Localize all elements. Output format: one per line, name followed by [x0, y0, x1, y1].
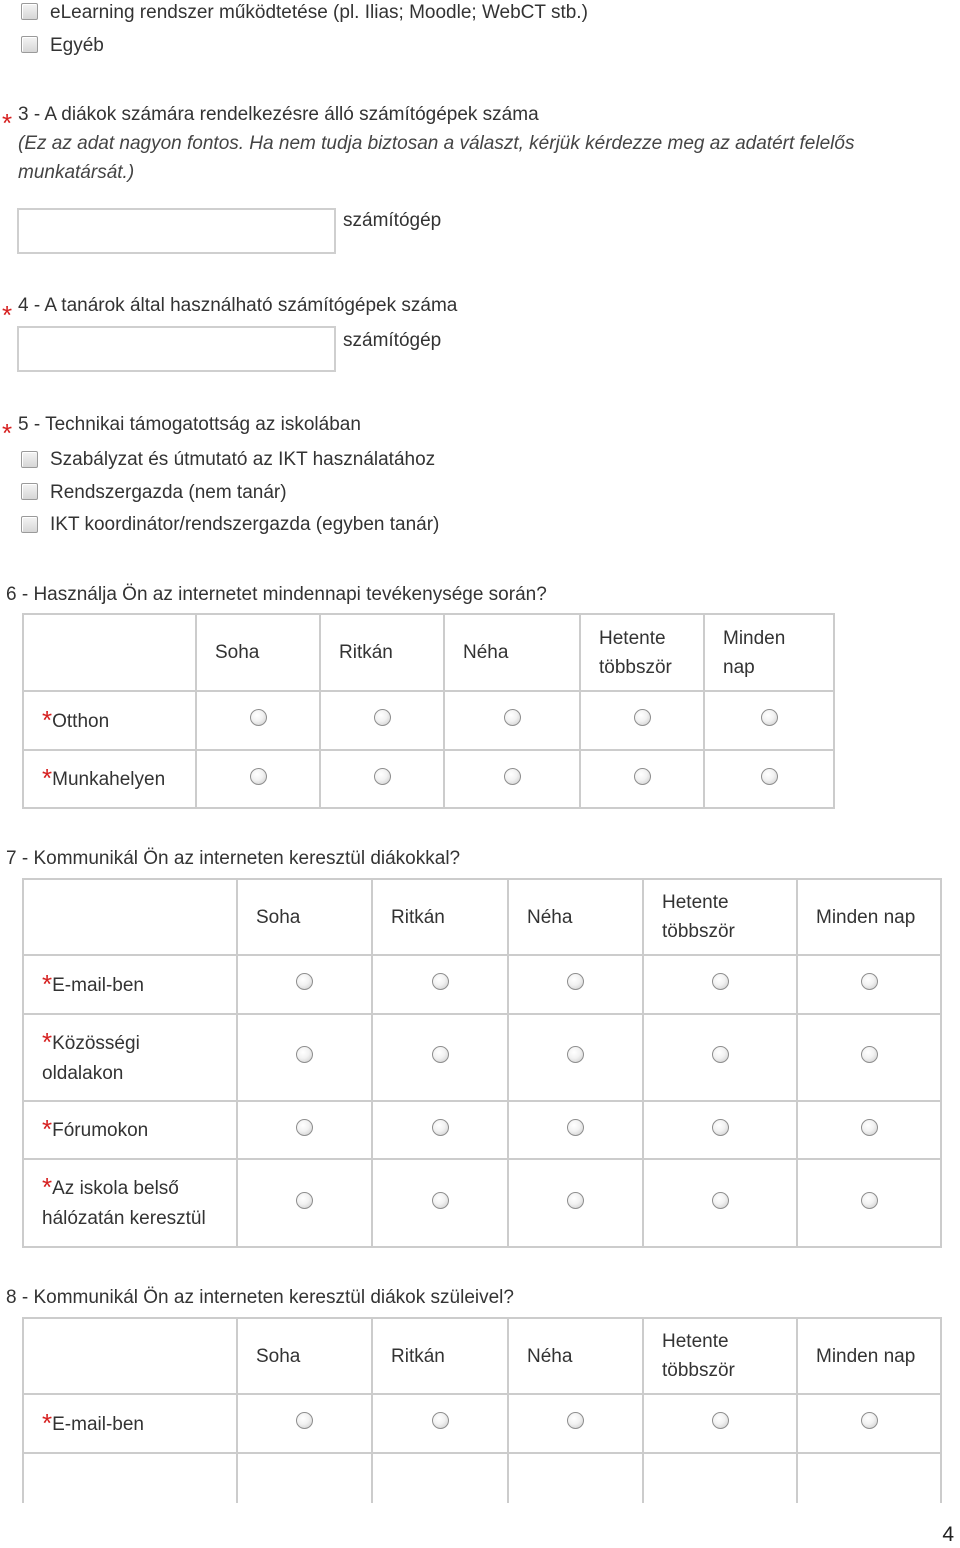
page-number: 4 — [942, 1523, 954, 1546]
row-label — [23, 691, 196, 750]
column-header: Hetente többször — [580, 614, 704, 691]
radio-szulo-email-soha[interactable] — [296, 1412, 313, 1429]
radio-forum-ritkan[interactable] — [432, 1119, 449, 1136]
matrix-row — [23, 1453, 941, 1503]
row-label — [23, 1101, 237, 1159]
row-label — [23, 1159, 237, 1247]
radio-munkahelyen-neha[interactable] — [504, 768, 521, 785]
question-title: 4 - A tanárok által használható számítógépek száma — [18, 295, 458, 316]
radio-otthon-ritkan[interactable] — [374, 709, 391, 726]
radio-szulo-email-minden-nap[interactable] — [861, 1412, 878, 1429]
radio-munkahelyen-soha[interactable] — [250, 768, 267, 785]
radio-munkahelyen-ritkan[interactable] — [374, 768, 391, 785]
row-label-text: Munkahelyen — [52, 769, 166, 790]
row-label — [23, 1014, 237, 1101]
unit-label: számítógép — [343, 330, 442, 351]
column-header: Minden nap — [704, 614, 834, 691]
required-asterisk: * — [42, 1026, 53, 1057]
question-title: 3 - A diákok számára rendelkezésre álló számítógépek száma — [18, 104, 539, 125]
required-asterisk: * — [2, 300, 13, 330]
radio-email-minden-nap[interactable] — [861, 973, 878, 990]
required-asterisk: * — [2, 108, 13, 138]
matrix-row — [23, 691, 834, 750]
column-header: Soha — [237, 879, 372, 955]
empty-cell — [23, 1453, 237, 1503]
radio-belso-halozat-hetente[interactable] — [712, 1192, 729, 1209]
row-label-text: Az iskola belső hálózatán keresztül — [42, 1178, 206, 1229]
question-title: 8 - Kommunikál Ön az interneten keresztül diákok szüleivel? — [6, 1287, 514, 1308]
radio-kozossegi-neha[interactable] — [567, 1046, 584, 1063]
question-title: 5 - Technikai támogatottság az iskolában — [18, 414, 361, 435]
matrix-q7 — [22, 878, 942, 1248]
radio-email-neha[interactable] — [567, 973, 584, 990]
column-header: Néha — [508, 1318, 643, 1394]
option-label: Egyéb — [50, 35, 104, 56]
option-label: Rendszergazda (nem tanár) — [50, 482, 287, 503]
radio-otthon-minden-nap[interactable] — [761, 709, 778, 726]
column-header: Néha — [508, 879, 643, 955]
radio-szulo-email-hetente[interactable] — [712, 1412, 729, 1429]
required-asterisk: * — [42, 1172, 53, 1202]
checkbox-ikt-koordinator[interactable] — [21, 516, 38, 533]
radio-email-soha[interactable] — [296, 973, 313, 990]
empty-cell — [643, 1453, 797, 1503]
radio-email-hetente[interactable] — [712, 973, 729, 990]
column-header: Soha — [237, 1318, 372, 1394]
radio-kozossegi-hetente[interactable] — [712, 1046, 729, 1063]
matrix-q6 — [22, 613, 835, 809]
radio-kozossegi-ritkan[interactable] — [432, 1046, 449, 1063]
required-asterisk: * — [42, 1114, 53, 1144]
corner-cell — [23, 1318, 237, 1394]
required-asterisk: * — [42, 704, 53, 735]
radio-forum-soha[interactable] — [296, 1119, 313, 1136]
empty-cell — [237, 1453, 372, 1503]
option-label: Szabályzat és útmutató az IKT használatához — [50, 449, 436, 470]
option-label: IKT koordinátor/rendszergazda (egyben tanár) — [50, 514, 440, 535]
row-label — [23, 1394, 237, 1453]
matrix-row — [23, 750, 834, 808]
empty-cell — [797, 1453, 941, 1503]
question-note: (Ez az adat nagyon fontos. Ha nem tudja biztosan a választ, kérjük kérdezze meg az adatért felelős — [18, 133, 855, 154]
corner-cell — [23, 614, 196, 691]
row-label — [23, 955, 237, 1014]
matrix-row — [23, 1159, 941, 1247]
column-header: Soha — [196, 614, 320, 691]
unit-label: számítógép — [343, 210, 442, 231]
column-header: Ritkán — [372, 1318, 508, 1394]
row-label-text: Otthon — [52, 710, 110, 732]
corner-cell — [23, 879, 237, 955]
column-header: Néha — [444, 614, 580, 691]
radio-email-ritkan[interactable] — [432, 973, 449, 990]
required-asterisk: * — [42, 763, 53, 793]
column-header: Ritkán — [372, 879, 508, 955]
empty-cell — [372, 1453, 508, 1503]
question-note: munkatársát.) — [18, 162, 135, 183]
column-header: Hetente többször — [643, 879, 797, 955]
radio-otthon-neha[interactable] — [504, 709, 521, 726]
matrix-row — [23, 955, 941, 1014]
checkbox-szabalyzat[interactable] — [21, 451, 38, 468]
radio-forum-hetente[interactable] — [712, 1119, 729, 1136]
radio-kozossegi-soha[interactable] — [296, 1046, 313, 1063]
matrix-q8 — [22, 1317, 942, 1503]
empty-cell — [508, 1453, 643, 1503]
required-asterisk: * — [42, 968, 53, 999]
column-header: Minden nap — [797, 879, 941, 955]
radio-belso-halozat-neha[interactable] — [567, 1192, 584, 1209]
radio-forum-minden-nap[interactable] — [861, 1119, 878, 1136]
checkbox-elearning[interactable] — [21, 3, 38, 20]
radio-otthon-soha[interactable] — [250, 709, 267, 726]
radio-belso-halozat-ritkan[interactable] — [432, 1192, 449, 1209]
student-computers-input[interactable] — [17, 208, 336, 254]
checkbox-rendszergazda[interactable] — [21, 483, 38, 500]
radio-belso-halozat-soha[interactable] — [296, 1192, 313, 1209]
radio-munkahelyen-minden-nap[interactable] — [761, 768, 778, 785]
teacher-computers-input[interactable] — [17, 326, 336, 372]
radio-szulo-email-ritkan[interactable] — [432, 1412, 449, 1429]
column-header: Hetente többször — [643, 1318, 797, 1394]
matrix-row — [23, 1101, 941, 1159]
radio-belso-halozat-minden-nap[interactable] — [861, 1192, 878, 1209]
required-asterisk: * — [2, 418, 13, 448]
row-label-text: E-mail-ben — [52, 974, 144, 996]
question-title: 7 - Kommunikál Ön az interneten keresztül diákokkal? — [6, 848, 461, 869]
row-label-text: Közösségi oldalakon — [42, 1032, 140, 1084]
required-asterisk: * — [42, 1407, 53, 1438]
radio-forum-neha[interactable] — [567, 1119, 584, 1136]
column-header: Ritkán — [320, 614, 444, 691]
radio-szulo-email-neha[interactable] — [567, 1412, 584, 1429]
question-title: 6 - Használja Ön az internetet mindennapi tevékenysége során? — [6, 584, 547, 605]
option-label: eLearning rendszer működtetése (pl. Ilias; Moodle; WebCT stb.) — [50, 2, 588, 23]
radio-kozossegi-minden-nap[interactable] — [861, 1046, 878, 1063]
row-label-text: E-mail-ben — [52, 1413, 144, 1435]
row-label — [23, 750, 196, 808]
row-label-text: Fórumokon — [52, 1120, 149, 1141]
radio-munkahelyen-hetente[interactable] — [634, 768, 651, 785]
column-header: Minden nap — [797, 1318, 941, 1394]
matrix-row — [23, 1014, 941, 1101]
matrix-row — [23, 1394, 941, 1453]
radio-otthon-hetente[interactable] — [634, 709, 651, 726]
checkbox-egyeb[interactable] — [21, 36, 38, 53]
